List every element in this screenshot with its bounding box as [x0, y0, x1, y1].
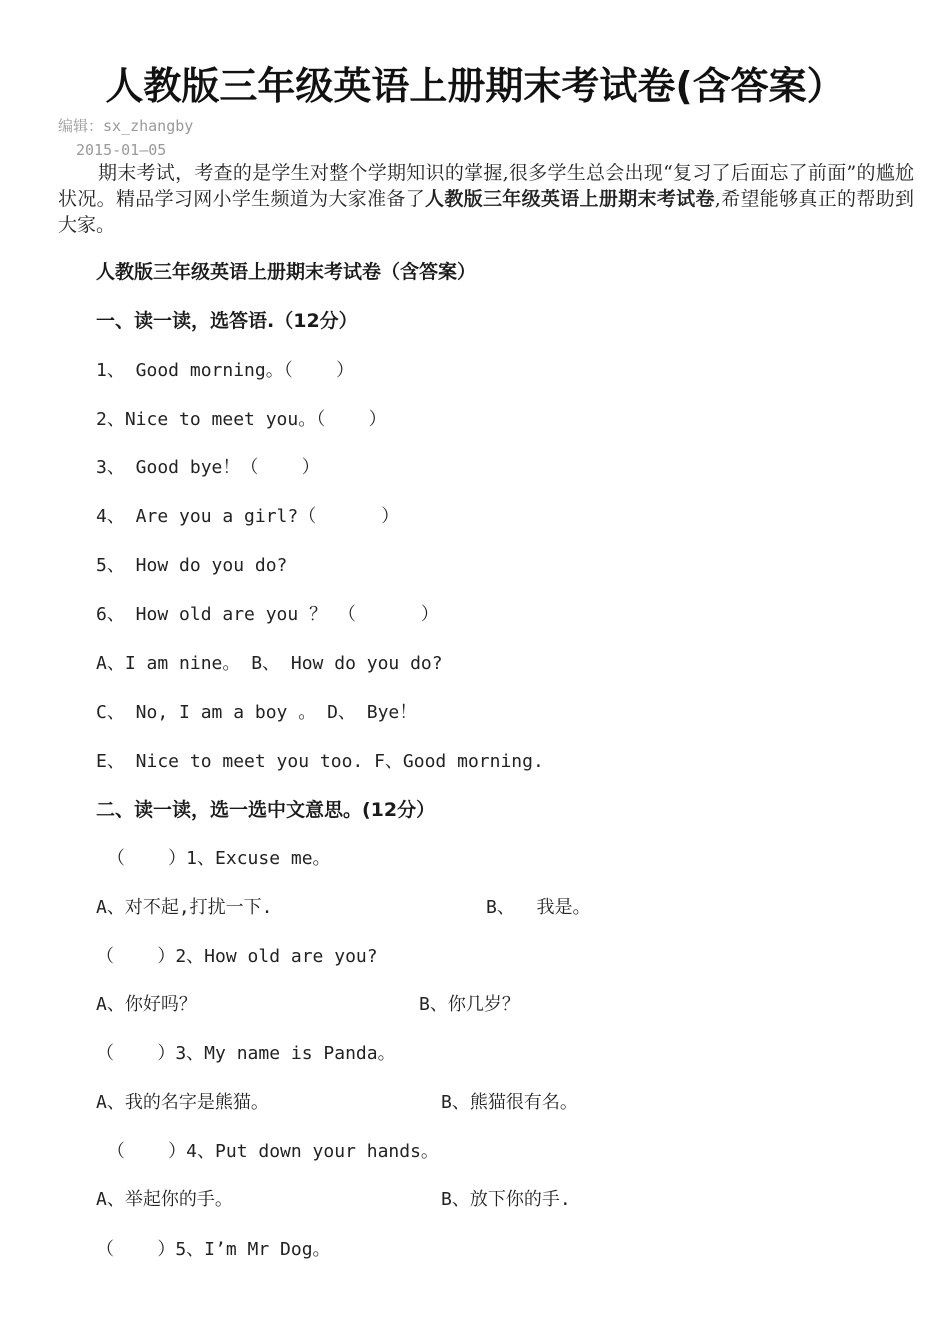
document-title: 人教版三年级英语上册期末考试卷(含答案）: [105, 64, 845, 108]
editor-line: 编辑：sx_zhangby: [58, 117, 194, 135]
subtitle: 人教版三年级英语上册期末考试卷（含答案）: [96, 261, 477, 283]
question-item: 2、Nice to meet you。（ ）: [96, 409, 387, 430]
translation-question: （ ）2、How old are you?: [96, 946, 378, 967]
translation-option-b: B、你几岁？: [419, 994, 520, 1015]
translation-option-b: B、 我是。: [486, 897, 591, 918]
question-item: 6、 How old are you ？ （ ）: [96, 604, 439, 625]
translation-option-a: A、我的名字是熊猫。: [96, 1092, 269, 1113]
section2-heading: 二、读一读，选一选中文意思。(12分）: [96, 799, 436, 821]
intro-text-start: 期末考试，考查的是学生对整个学期知识的掌握,很多学生总会出现“复习了后面忘了前面”的尴尬状况。精品学习网小学生频道为大家准备了: [58, 162, 914, 210]
translation-question: （ ）3、My name is Panda。: [96, 1043, 396, 1064]
translation-question: （ ）5、I’m Mr Dog。: [96, 1239, 331, 1260]
option-line: E、 Nice to meet you too. F、Good morning.: [96, 751, 544, 772]
question-item: 5、 How do you do?: [96, 555, 288, 576]
intro-bold-text: 人教版三年级英语上册期末考试卷: [425, 188, 715, 210]
section1-heading: 一、读一读，选答语.（12分）: [96, 310, 358, 332]
intro-paragraph: [58, 160, 914, 238]
option-line: A、I am nine。 B、 How do you do?: [96, 653, 443, 674]
translation-option-a: A、你好吗？: [96, 994, 197, 1015]
date-line: 2015-01—05: [76, 141, 167, 159]
question-item: 4、 Are you a girl?（ ）: [96, 506, 400, 527]
translation-option-b: B、放下你的手.: [441, 1189, 571, 1210]
translation-question: （ ）1、Excuse me。: [96, 848, 331, 869]
question-item: 3、 Good bye！（ ）: [96, 457, 320, 478]
translation-option-b: B、熊猫很有名。: [441, 1092, 578, 1113]
translation-question: （ ）4、Put down your hands。: [96, 1141, 439, 1162]
question-item: 1、 Good morning。（ ）: [96, 360, 355, 381]
option-line: C、 No, I am a boy 。 D、 Bye！: [96, 702, 418, 723]
translation-option-a: A、举起你的手。: [96, 1189, 233, 1210]
translation-option-a: A、对不起,打扰一下.: [96, 897, 273, 918]
intro-text-end: ,希望能够真正的帮助到大家。: [58, 188, 914, 236]
